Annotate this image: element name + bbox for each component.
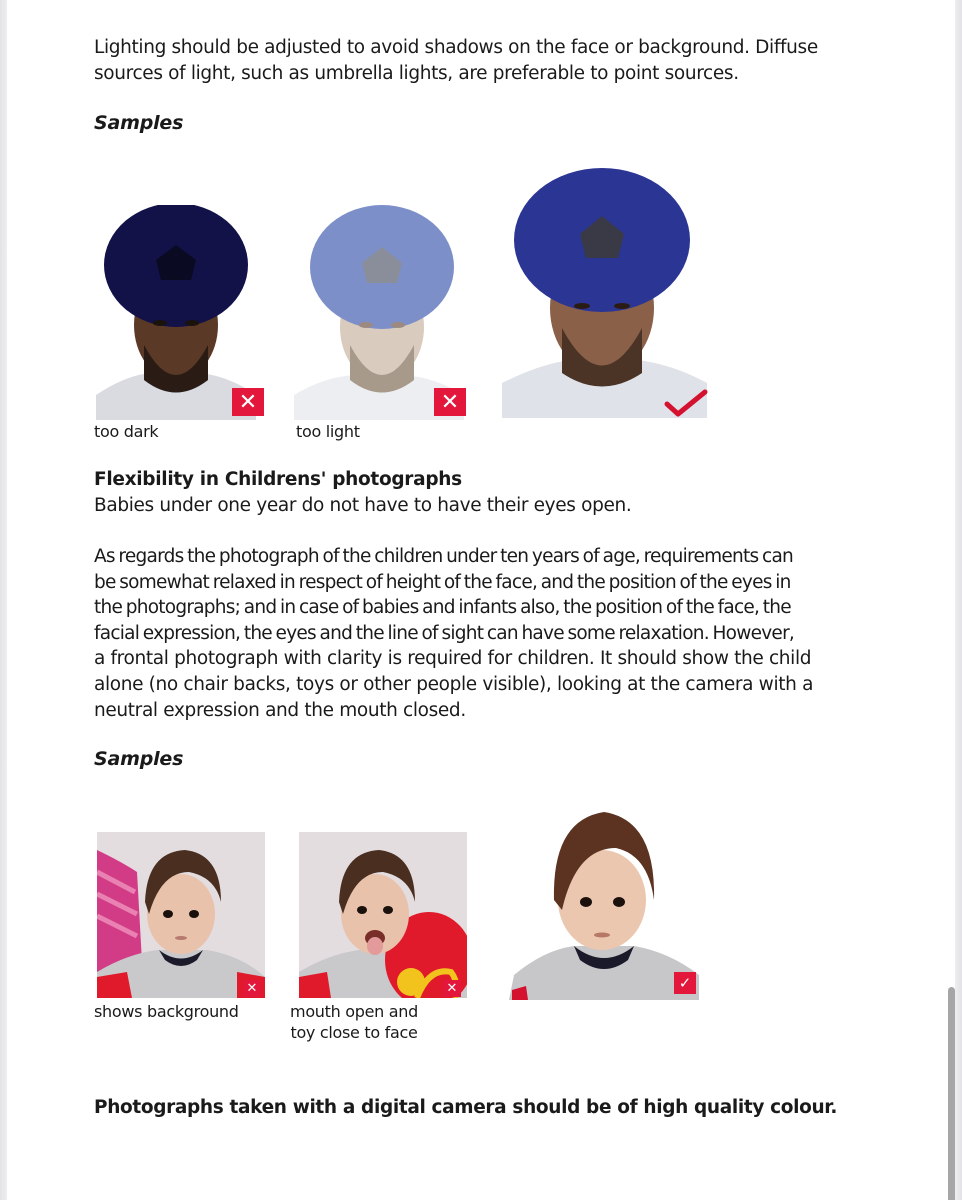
- cross-icon: ✕: [434, 388, 466, 416]
- final-statement: Photographs taken with a digital camera should be of high quality colour.: [94, 1097, 838, 1118]
- lighting-paragraph-line: Lighting should be adjusted to avoid shadows on the face or background. Diffuse: [94, 37, 818, 58]
- caption-mouth-open-toy: [284, 1001, 424, 1043]
- samples-heading: Samples: [94, 748, 184, 770]
- children-paragraph-line: the photographs; and in case of babies and infants also, the position of the face, the: [94, 597, 791, 618]
- viewer-left-edge: [0, 0, 7, 1200]
- cross-icon: ✕: [232, 388, 264, 416]
- sample-photo-mouth-open-toy: [299, 832, 467, 998]
- samples-heading: Samples: [94, 112, 184, 134]
- scrollbar-thumb[interactable]: [948, 987, 955, 1200]
- sample-photo-shows-background: [97, 832, 265, 998]
- children-paragraph-line: neutral expression and the mouth closed.: [94, 700, 466, 721]
- sample-photo-correct-child: [504, 800, 704, 1000]
- caption-shows-background: shows background: [94, 1002, 239, 1021]
- babies-line: Babies under one year do not have to have their eyes open.: [94, 495, 632, 516]
- children-paragraph-line: a frontal photograph with clarity is required for children. It should show the child: [94, 648, 812, 669]
- viewer-right-edge: [955, 0, 962, 1200]
- children-paragraph-line: be somewhat relaxed in respect of height of the face, and the position of the eyes in: [94, 572, 791, 593]
- caption-too-dark: too dark: [94, 422, 159, 441]
- cross-icon: ✕: [243, 980, 261, 997]
- caption-too-light: too light: [296, 422, 360, 441]
- children-paragraph-line: alone (no chair backs, toys or other people visible), looking at the camera with a: [94, 674, 814, 695]
- check-icon: ✓: [674, 972, 696, 994]
- children-paragraph-line: facial expression, the eyes and the line of sight can have some relaxation. However,: [94, 623, 795, 644]
- lighting-paragraph-line: sources of light, such as umbrella lights, are preferable to point sources.: [94, 63, 739, 84]
- caption-line: mouth open and: [290, 1002, 418, 1021]
- check-icon: [664, 386, 708, 418]
- children-heading: Flexibility in Childrens' photographs: [94, 469, 462, 490]
- caption-line: toy close to face: [290, 1023, 418, 1042]
- cross-icon: ✕: [443, 980, 461, 997]
- children-paragraph-line: As regards the photograph of the children under ten years of age, requirements can: [94, 546, 794, 567]
- sample-photo-correct-lighting: [502, 168, 707, 418]
